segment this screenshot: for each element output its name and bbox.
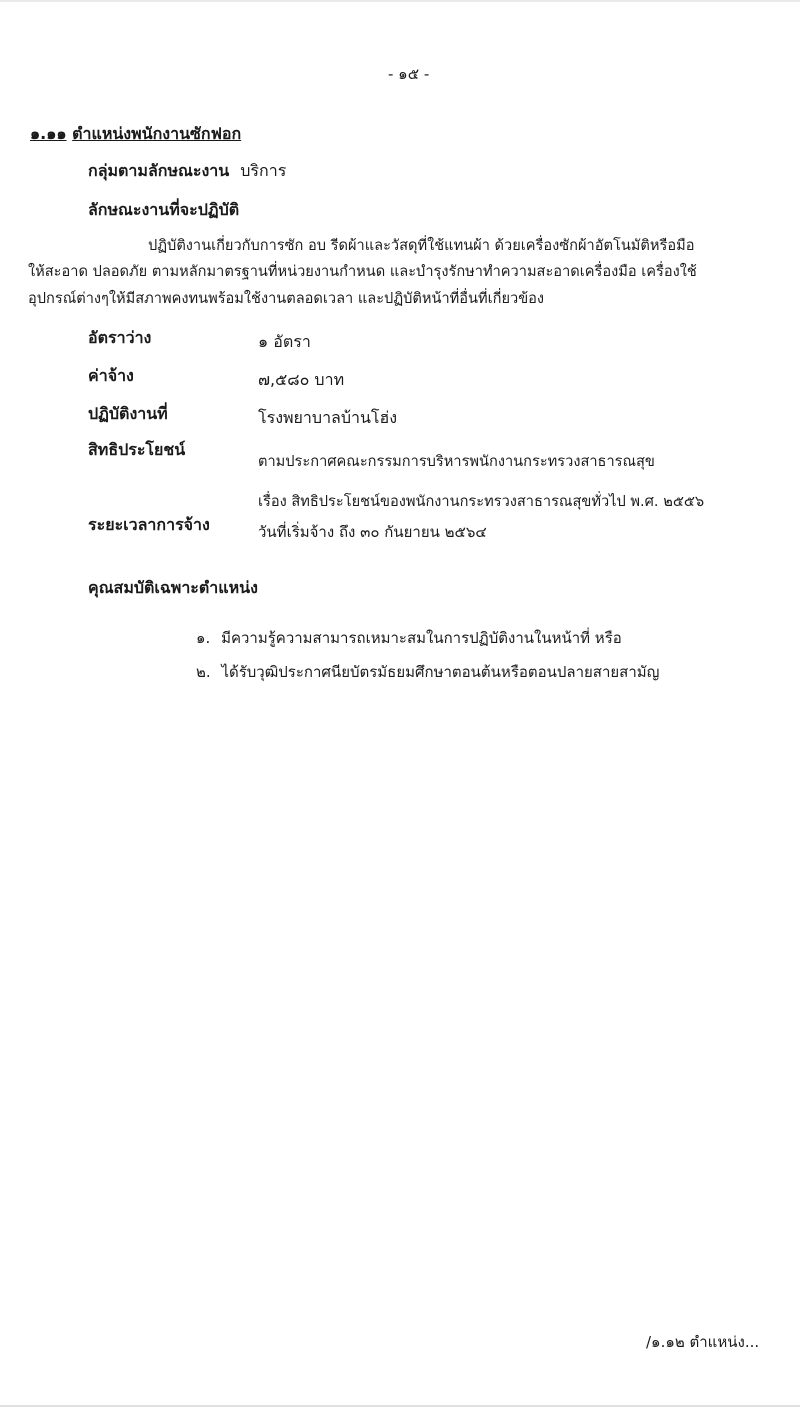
duties-heading: ลักษณะงานที่จะปฏิบัติ (88, 200, 240, 219)
qualification-text: มีความรู้ความสามารถเหมาะสมในการปฏิบัติงานในหน้าที่ หรือ (221, 629, 622, 647)
qualifications-heading: คุณสมบัติเฉพาะตำแหน่ง (88, 578, 258, 597)
benefits-label: สิทธิประโยชน์ (88, 440, 186, 459)
vacancy-value: ๑ อัตรา (258, 332, 311, 351)
workplace-label: ปฏิบัติงานที่ (88, 404, 168, 423)
duties-line-1: ปฏิบัติงานเกี่ยวกับการซัก อบ รีดผ้าและวัสดุที่ใช้แทนผ้า ด้วยเครื่องซักผ้าอัตโนมัติหรือมือ (148, 237, 695, 254)
qualification-text: ได้รับวุฒิประกาศนียบัตรมัธยมศึกษาตอนต้นหรือตอนปลายสายสามัญ (221, 663, 660, 681)
duties-line-3: อุปกรณ์ต่างๆให้มีสภาพคงทนพร้อมใช้งานตลอดเวลา และปฏิบัติหน้าที่อื่นที่เกี่ยวข้อง (28, 290, 545, 307)
page-number: - ๑๕ - (388, 65, 430, 83)
scan-edge-bottom (0, 1405, 800, 1407)
benefits-line-1: ตามประกาศคณะกรรมการบริหารพนักงานกระทรวงสาธารณสุข (258, 453, 655, 470)
scan-edge-top (0, 0, 800, 2)
wage-value: ๗,๕๘๐ บาท (258, 370, 345, 389)
qualification-item (196, 626, 622, 650)
section-number: ๑.๑๑ (30, 124, 67, 143)
section-heading (30, 122, 241, 146)
duties-line-2: ให้สะอาด ปลอดภัย ตามหลักมาตรฐานที่หน่วยงานกำหนด และบำรุงรักษาทำความสะอาดเครื่องมือ เครื่องใช้ (28, 263, 697, 280)
workplace-value: โรงพยาบาลบ้านโฮ่ง (258, 408, 398, 427)
section-title: ตำแหน่งพนักงานซักฟอก (72, 124, 242, 143)
qualification-number: ๑. (196, 629, 211, 647)
period-label: ระยะเวลาการจ้าง (88, 515, 210, 534)
group-label: กลุ่มตามลักษณะงาน (88, 161, 230, 180)
group-row (88, 159, 286, 183)
wage-label: ค่าจ้าง (88, 366, 134, 385)
qualification-number: ๒. (196, 663, 211, 681)
benefits-line-2: เรื่อง สิทธิประโยชน์ของพนักงานกระทรวงสาธารณสุขทั่วไป พ.ศ. ๒๕๕๖ (258, 493, 705, 510)
vacancy-label: อัตราว่าง (88, 328, 152, 347)
continuation-note: /๑.๑๒ ตำแหน่ง... (646, 1333, 760, 1351)
qualification-item (196, 660, 659, 684)
group-value: บริการ (240, 161, 287, 180)
period-value: วันที่เริ่มจ้าง ถึง ๓๐ กันยายน ๒๕๖๔ (258, 523, 487, 541)
